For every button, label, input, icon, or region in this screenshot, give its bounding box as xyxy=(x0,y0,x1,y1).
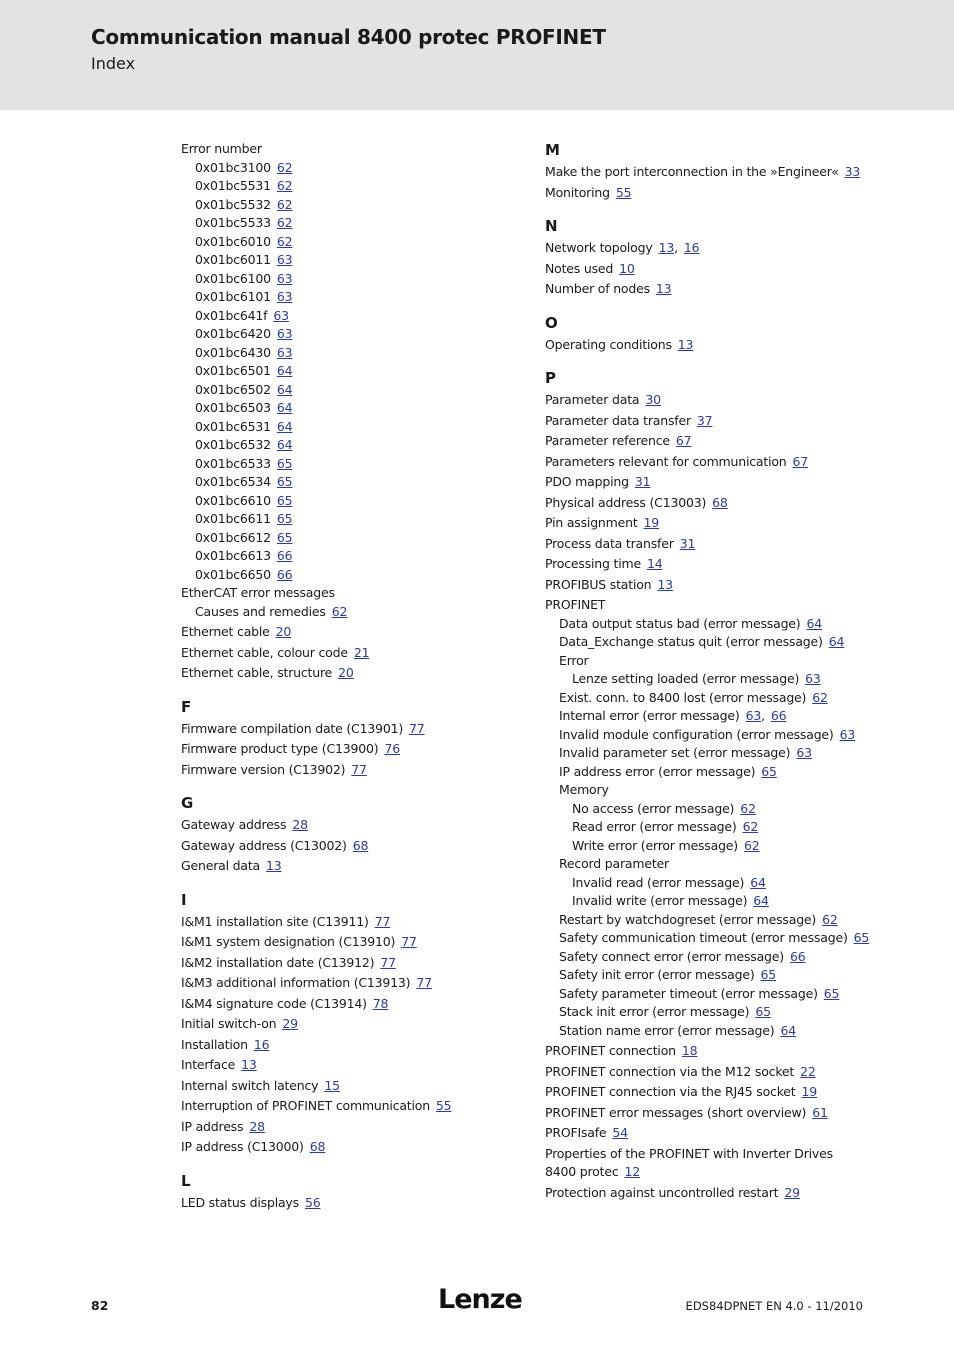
index-entry-label: Pin assignment xyxy=(545,515,638,530)
index-entry xyxy=(181,1056,521,1075)
page-link[interactable]: 62 xyxy=(740,800,756,816)
index-entry-label: Operating conditions xyxy=(545,336,672,352)
index-entry-label: PROFIsafe xyxy=(545,1125,607,1140)
index-entry-label: PROFINET xyxy=(545,597,606,612)
page-link[interactable]: 64 xyxy=(750,874,766,890)
index-entry: Internal error (error message) 63, 66 xyxy=(559,708,787,723)
index-letter-heading: L xyxy=(181,1171,191,1190)
page-link[interactable]: 63 xyxy=(276,326,293,341)
index-entry xyxy=(181,455,521,474)
index-entry xyxy=(181,140,521,159)
index-entry-label: Safety init error (error message) xyxy=(559,967,755,982)
page-link[interactable]: 62 xyxy=(743,837,760,853)
page-link[interactable]: 62 xyxy=(276,215,293,230)
index-entry-label: 0x01bc641f xyxy=(195,307,268,323)
index-entry xyxy=(545,966,865,985)
page-link[interactable]: 62 xyxy=(276,196,293,212)
page-link[interactable]: 19 xyxy=(801,1084,818,1099)
index-entry-label: Restart by watchdogreset (error message) xyxy=(559,911,817,927)
index-entry xyxy=(545,514,865,533)
page-link[interactable]: 14 xyxy=(646,556,663,571)
index-entry xyxy=(545,576,865,595)
index-entry xyxy=(181,177,521,196)
page-link[interactable]: 56 xyxy=(304,1194,321,1210)
page-link[interactable]: 64 xyxy=(753,893,769,908)
index-entry xyxy=(181,954,521,973)
index-letter-heading: M xyxy=(545,141,560,159)
index-entry-label: Parameter reference xyxy=(545,433,670,448)
page-link[interactable]: 63 xyxy=(745,708,762,723)
index-entry-label: Station name error (error message) xyxy=(559,1022,775,1038)
index-entry-label: PROFIBUS station xyxy=(545,576,652,592)
index-entry xyxy=(181,233,521,252)
index-entry xyxy=(181,1118,521,1137)
index-entry xyxy=(545,494,865,513)
page-link[interactable]: 64 xyxy=(828,634,845,649)
index-entry-label: Initial switch-on xyxy=(181,1016,277,1031)
index-entry-label: 0x01bc5532 xyxy=(195,196,271,212)
index-entry xyxy=(181,566,521,585)
index-entry xyxy=(181,1194,521,1213)
index-entry xyxy=(545,911,865,930)
page-link[interactable]: 30 xyxy=(645,392,661,407)
index-entry xyxy=(545,874,865,893)
index-entry-label: Causes and remedies xyxy=(195,603,326,619)
index-entry-label: IP address error (error message) xyxy=(559,763,756,779)
index-entry-label: 0x01bc6610 xyxy=(195,492,271,508)
page-link[interactable]: 13 xyxy=(266,858,282,873)
index-entry xyxy=(181,913,521,932)
index-entry-label: Memory xyxy=(559,782,609,797)
page-link[interactable]: 63 xyxy=(276,289,293,304)
index-entry-label: Gateway address (C13002) xyxy=(181,837,347,853)
index-entry-label: 0x01bc6613 xyxy=(195,548,271,563)
index-entry xyxy=(181,974,521,993)
index-entry xyxy=(181,623,521,642)
page-link[interactable]: 13 xyxy=(657,576,673,592)
index-entry xyxy=(545,837,865,856)
index-entry xyxy=(545,892,865,911)
index-entry xyxy=(545,1083,865,1102)
index-entry xyxy=(545,1003,865,1022)
page-link[interactable]: 63 xyxy=(805,671,821,686)
page-link[interactable]: 64 xyxy=(276,363,293,378)
index-entry-label: 0x01bc6502 xyxy=(195,381,271,397)
index-entry-label: Write error (error message) xyxy=(572,837,738,853)
index-entry-label: Read error (error message) xyxy=(572,819,737,834)
page-link[interactable]: 68 xyxy=(712,494,728,510)
index-entry xyxy=(545,453,865,472)
page-number: 82 xyxy=(91,1298,109,1313)
index-entry xyxy=(181,837,521,856)
index-entry xyxy=(181,584,521,603)
index-entry xyxy=(545,1104,865,1123)
index-entry-label: 0x01bc6101 xyxy=(195,289,271,304)
index-entry xyxy=(181,381,521,400)
page-link[interactable]: 77 xyxy=(380,954,396,970)
index-entry-label: I&M1 system designation (C13910) xyxy=(181,934,396,949)
index-entry-label: Monitoring xyxy=(545,184,610,200)
page-link[interactable]: 77 xyxy=(416,975,432,990)
page-link[interactable]: 68 xyxy=(352,837,369,853)
page-link[interactable]: 66 xyxy=(770,708,787,723)
index-entry-label: Parameter data transfer xyxy=(545,412,691,428)
page-link[interactable]: 65 xyxy=(760,967,777,982)
page-link[interactable]: 29 xyxy=(282,1016,298,1031)
page-link[interactable]: 20 xyxy=(338,665,354,680)
page-link[interactable]: 31 xyxy=(679,535,696,551)
page-link[interactable]: 66 xyxy=(276,548,293,563)
page-link[interactable]: 61 xyxy=(812,1104,828,1120)
index-entry-label: Interruption of PROFINET communication xyxy=(181,1098,430,1113)
index-entry-label: Parameters relevant for communication xyxy=(545,453,787,469)
index-entry xyxy=(181,857,521,876)
index-entry-label: Record parameter xyxy=(559,856,669,871)
index-letter-heading: F xyxy=(181,697,192,716)
page-link[interactable]: 67 xyxy=(675,433,692,448)
index-column-right xyxy=(545,140,870,1202)
index-entry-label: Notes used xyxy=(545,260,614,276)
index-entry xyxy=(545,985,865,1004)
index-entry xyxy=(181,196,521,215)
index-entry xyxy=(545,596,865,615)
index-entry-label: Data output status bad (error message) xyxy=(559,615,801,631)
index-entry xyxy=(181,995,521,1014)
index-entry xyxy=(181,399,521,418)
index-entry-label: 0x01bc6532 xyxy=(195,437,271,452)
index-entry xyxy=(181,418,521,437)
page-link[interactable]: 37 xyxy=(696,412,713,428)
section-title: Index xyxy=(91,54,136,73)
page-link[interactable]: 64 xyxy=(806,615,822,631)
index-entry xyxy=(545,726,865,745)
index-entry xyxy=(181,214,521,233)
index-entry xyxy=(545,473,865,492)
index-column-left xyxy=(181,140,521,1212)
index-entry xyxy=(181,529,521,548)
page-link[interactable]: 65 xyxy=(276,455,293,471)
index-entry-label: Firmware product type (C13900) xyxy=(181,741,379,756)
page-link[interactable]: 62 xyxy=(822,911,838,927)
index-entry xyxy=(181,1036,521,1055)
index-entry xyxy=(545,432,865,451)
index-entry-label: Physical address (C13003) xyxy=(545,494,707,510)
page-link[interactable]: 65 xyxy=(276,474,293,489)
index-entry-label: Safety connect error (error message) xyxy=(559,948,784,964)
page-link[interactable]: 19 xyxy=(643,515,660,530)
index-entry xyxy=(545,1145,865,1182)
index-entry-label: PROFINET connection xyxy=(545,1043,676,1058)
document-title: Communication manual 8400 protec PROFINET xyxy=(91,25,606,49)
index-entry xyxy=(545,184,865,203)
page-link[interactable]: 67 xyxy=(792,453,809,469)
document-reference: EDS84DPNET EN 4.0 - 11/2010 xyxy=(685,1299,863,1313)
page-link[interactable]: 63 xyxy=(276,270,293,286)
page-link[interactable]: 28 xyxy=(249,1118,265,1134)
index-entry-label: 0x01bc5533 xyxy=(195,215,271,230)
index-entry xyxy=(545,412,865,431)
page-link[interactable]: 12 xyxy=(624,1164,641,1179)
page-link[interactable]: 54 xyxy=(612,1125,628,1140)
page-link[interactable]: 66 xyxy=(276,566,293,582)
index-entry xyxy=(181,436,521,455)
index-entry-label: 0x01bc3100 xyxy=(195,159,271,175)
index-entry xyxy=(545,555,865,574)
page-link[interactable]: 55 xyxy=(615,184,632,200)
index-entry-label: LED status displays xyxy=(181,1194,299,1210)
index-entry xyxy=(181,933,521,952)
index-entry xyxy=(181,1138,521,1157)
index-entry-label: Ethernet cable xyxy=(181,624,270,639)
index-entry-label: Protection against uncontrolled restart xyxy=(545,1184,779,1200)
index-entry xyxy=(181,325,521,344)
index-entry xyxy=(181,492,521,511)
index-entry xyxy=(545,855,865,874)
page-link[interactable]: 13 xyxy=(241,1057,257,1072)
index-entry-label: Safety parameter timeout (error message) xyxy=(559,985,818,1001)
page-link[interactable]: 64 xyxy=(276,381,293,397)
index-entry xyxy=(545,1042,865,1061)
index-entry-label: PDO mapping xyxy=(545,474,629,489)
page-link[interactable]: 65 xyxy=(276,511,293,526)
index-entry-label: Internal switch latency xyxy=(181,1077,319,1093)
index-entry xyxy=(181,740,521,759)
index-entry xyxy=(181,603,521,622)
index-entry-label: IP address xyxy=(181,1118,244,1134)
index-entry xyxy=(545,948,865,967)
index-entry-label: Gateway address xyxy=(181,817,287,832)
index-entry-label: Number of nodes xyxy=(545,281,650,296)
index-entry xyxy=(545,744,865,763)
page-link[interactable]: 65 xyxy=(853,930,870,945)
index-entry: Network topology 13, 16 xyxy=(545,240,700,255)
index-entry-label: Lenze setting loaded (error message) xyxy=(572,671,800,686)
index-letter-heading: I xyxy=(181,890,187,909)
index-entry xyxy=(545,1063,865,1082)
page-link[interactable]: 33 xyxy=(844,164,861,179)
index-entry xyxy=(181,344,521,363)
page-link[interactable]: 63 xyxy=(276,252,293,267)
index-entry-label: Firmware version (C13902) xyxy=(181,761,346,777)
index-entry-label: Data_Exchange status quit (error message) xyxy=(559,634,823,649)
index-entry-label: Safety communication timeout (error message) xyxy=(559,930,848,945)
index-entry xyxy=(181,251,521,270)
page-link[interactable]: 21 xyxy=(353,644,370,660)
page-link[interactable]: 77 xyxy=(409,720,425,736)
index-entry xyxy=(181,510,521,529)
page-link[interactable]: 10 xyxy=(619,260,635,276)
page-link[interactable]: 18 xyxy=(681,1043,698,1058)
page-link[interactable]: 76 xyxy=(384,741,400,756)
index-entry xyxy=(545,781,865,800)
page-link[interactable]: 22 xyxy=(800,1063,816,1079)
page-link[interactable]: 16 xyxy=(683,240,700,255)
page-link[interactable]: 62 xyxy=(276,159,293,175)
index-entry-label: Processing time xyxy=(545,556,641,571)
page-link[interactable]: 68 xyxy=(309,1139,326,1154)
index-entry-label: PROFINET connection via the M12 socket xyxy=(545,1063,795,1079)
index-entry xyxy=(181,1077,521,1096)
index-entry xyxy=(545,535,865,554)
index-entry xyxy=(545,336,865,355)
index-entry-label: Process data transfer xyxy=(545,535,674,551)
page-link[interactable]: 15 xyxy=(324,1077,340,1093)
index-entry xyxy=(545,689,865,708)
page-link[interactable]: 64 xyxy=(276,418,293,434)
lenze-logo: Lenze xyxy=(438,1284,522,1315)
page-link[interactable]: 29 xyxy=(784,1184,800,1200)
index-entry-label: Invalid module configuration (error message) xyxy=(559,726,834,742)
index-entry-label: Ethernet cable, structure xyxy=(181,665,333,680)
index-entry-label: 0x01bc6650 xyxy=(195,566,271,582)
index-entry xyxy=(181,1015,521,1034)
page-link[interactable]: 31 xyxy=(634,474,651,489)
index-entry-label: 0x01bc6100 xyxy=(195,270,271,286)
index-entry-label: No access (error message) xyxy=(572,800,735,816)
index-entry-label: Interface xyxy=(181,1057,236,1072)
index-entry xyxy=(545,1022,865,1041)
page-link[interactable]: 63 xyxy=(276,344,293,360)
index-entry-label: 0x01bc6531 xyxy=(195,418,271,434)
index-entry xyxy=(545,260,865,279)
index-entry-label: IP address (C13000) xyxy=(181,1139,304,1154)
index-entry-label: Error xyxy=(559,652,589,668)
index-entry-label: 0x01bc6420 xyxy=(195,326,271,341)
index-entry-label: 0x01bc5531 xyxy=(195,178,271,193)
index-entry-label: Ethernet cable, colour code xyxy=(181,644,348,660)
index-entry xyxy=(545,670,865,689)
index-entry-label: 0x01bc6503 xyxy=(195,400,271,415)
page-link[interactable]: 62 xyxy=(812,689,828,705)
index-entry xyxy=(181,1097,521,1116)
index-entry xyxy=(545,633,865,652)
page-link[interactable]: 13 xyxy=(655,281,672,296)
page-link[interactable]: 65 xyxy=(276,529,293,545)
index-entry-label: Invalid parameter set (error message) xyxy=(559,745,791,760)
index-letter-heading: P xyxy=(545,369,556,387)
index-entry xyxy=(181,720,521,739)
index-entry-label: 0x01bc6430 xyxy=(195,344,271,360)
index-entry xyxy=(181,159,521,178)
page-link[interactable]: 64 xyxy=(276,437,293,452)
page-link[interactable]: 65 xyxy=(755,1004,771,1019)
page-link[interactable]: 55 xyxy=(435,1098,452,1113)
index-entry-label: 0x01bc6501 xyxy=(195,363,271,378)
index-entry-label: PROFINET error messages (short overview) xyxy=(545,1104,807,1120)
index-letter-heading: G xyxy=(181,794,194,812)
index-entry-label: Stack init error (error message) xyxy=(559,1004,750,1019)
index-entry xyxy=(181,288,521,307)
page-link[interactable]: 62 xyxy=(742,819,759,834)
index-entry xyxy=(181,362,521,381)
index-entry xyxy=(545,1124,865,1143)
index-entry xyxy=(181,816,521,835)
index-entry xyxy=(181,547,521,566)
index-entry-label: I&M3 additional information (C13913) xyxy=(181,975,411,990)
index-entry-label: 0x01bc6612 xyxy=(195,529,271,545)
index-entry-label: I&M4 signature code (C13914) xyxy=(181,995,367,1011)
index-entry xyxy=(181,473,521,492)
index-entry xyxy=(181,761,521,780)
index-entry xyxy=(545,391,865,410)
index-letter-heading: O xyxy=(545,313,558,332)
index-entry-label: Error number xyxy=(181,141,262,156)
index-entry xyxy=(181,307,521,326)
index-entry-label: General data xyxy=(181,858,260,873)
page-link[interactable]: 16 xyxy=(253,1036,270,1052)
page-link[interactable]: 62 xyxy=(276,233,293,249)
index-entry-label: 0x01bc6611 xyxy=(195,511,271,526)
page-header xyxy=(0,0,954,110)
index-entry-label: I&M2 installation date (C13912) xyxy=(181,954,375,970)
index-entry-label: EtherCAT error messages xyxy=(181,585,335,600)
index-entry-label: Properties of the PROFINET with Inverter Drives 8400 protec xyxy=(545,1145,833,1179)
page-link[interactable]: 78 xyxy=(372,995,389,1011)
index-entry-label: PROFINET connection via the RJ45 socket xyxy=(545,1084,796,1099)
index-entry-label: Installation xyxy=(181,1036,248,1052)
index-entry-label: 0x01bc6011 xyxy=(195,252,271,267)
page-link[interactable]: 66 xyxy=(789,948,806,964)
page-link[interactable]: 62 xyxy=(276,178,293,193)
page-link[interactable]: 77 xyxy=(351,761,367,777)
page-link[interactable]: 13 xyxy=(677,336,694,352)
index-entry xyxy=(545,1184,865,1203)
index-entry xyxy=(545,615,865,634)
index-entry-label: Invalid read (error message) xyxy=(572,874,745,890)
index-entry-label: 0x01bc6010 xyxy=(195,233,271,249)
index-entry xyxy=(545,163,865,182)
index-entry xyxy=(545,763,865,782)
page-link[interactable]: 62 xyxy=(331,603,348,619)
page-link[interactable]: 13 xyxy=(658,240,675,255)
index-entry xyxy=(181,664,521,683)
index-entry-label: Make the port interconnection in the »Engineer« xyxy=(545,164,839,179)
index-entry-label: Invalid write (error message) xyxy=(572,893,748,908)
index-entry-label: 0x01bc6533 xyxy=(195,455,271,471)
index-entry xyxy=(545,652,865,671)
index-entry-label: 0x01bc6534 xyxy=(195,474,271,489)
page-link[interactable]: 64 xyxy=(780,1022,796,1038)
page-link[interactable]: 28 xyxy=(292,817,308,832)
index-entry xyxy=(181,644,521,663)
page-link[interactable]: 77 xyxy=(374,913,391,929)
index-entry xyxy=(545,929,870,948)
page-link[interactable]: 65 xyxy=(276,492,293,508)
index-entry-label: Internal error (error message) xyxy=(559,708,740,723)
index-letter-heading: N xyxy=(545,217,558,235)
index-entry-label: I&M1 installation site (C13911) xyxy=(181,913,369,929)
page-link[interactable]: 63 xyxy=(796,745,812,760)
page-link[interactable]: 63 xyxy=(273,307,289,323)
index-entry-label: Exist. conn. to 8400 lost (error message) xyxy=(559,689,807,705)
page-link[interactable]: 77 xyxy=(401,934,417,949)
page-link[interactable]: 20 xyxy=(275,624,292,639)
index-entry xyxy=(545,280,865,299)
page-link[interactable]: 65 xyxy=(823,985,840,1001)
page-link[interactable]: 63 xyxy=(839,726,856,742)
index-entry xyxy=(545,818,865,837)
index-entry-label: Firmware compilation date (C13901) xyxy=(181,720,404,736)
index-entry-label: Network topology xyxy=(545,240,653,255)
page-link[interactable]: 65 xyxy=(761,763,777,779)
index-entry-label: Parameter data xyxy=(545,392,640,407)
page-link[interactable]: 64 xyxy=(276,400,293,415)
index-entry xyxy=(181,270,521,289)
index-entry xyxy=(545,800,865,819)
